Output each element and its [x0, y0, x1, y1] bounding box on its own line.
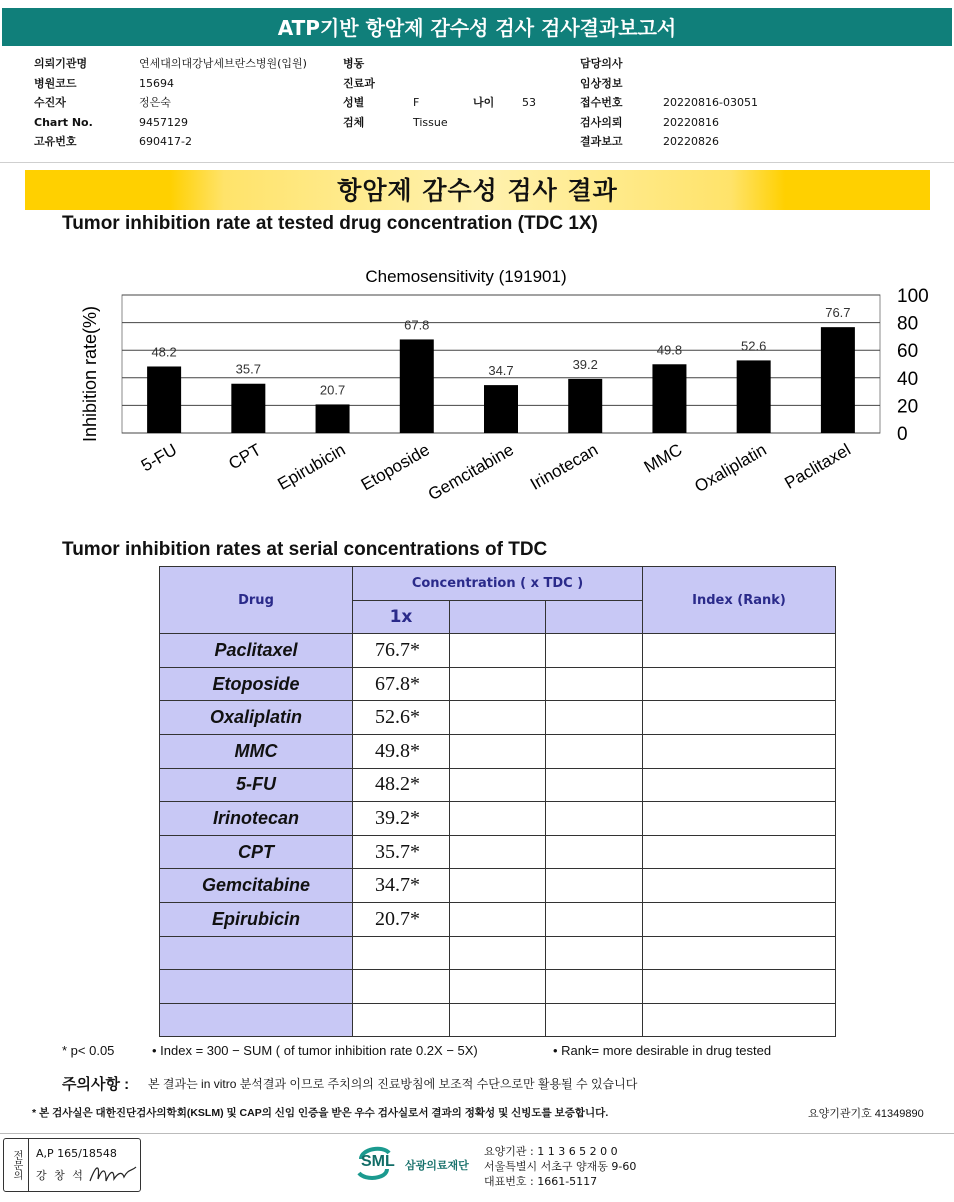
- ward-label: 병동: [343, 57, 365, 70]
- bar-cpt: [231, 384, 265, 433]
- y-tick-label: 0: [897, 424, 908, 445]
- col3-label: 임상정보: [580, 76, 623, 90]
- table-row: [160, 869, 836, 903]
- value-cell-2: [450, 869, 546, 903]
- index-rank-cell: [643, 902, 836, 936]
- value-cell-3: [546, 1003, 643, 1037]
- info-col-3: [580, 54, 758, 152]
- value-cell-3: [546, 835, 643, 869]
- value-1x-cell: 52.6*: [353, 701, 450, 735]
- value-cell-2: [450, 802, 546, 836]
- col3-row: [580, 93, 758, 113]
- logo-name: 삼광의료재단: [405, 1159, 469, 1172]
- table-row: [160, 734, 836, 768]
- bar-value-label: 76.7: [825, 305, 851, 321]
- table-row: [160, 701, 836, 735]
- bar-gemcitabine: [484, 385, 518, 433]
- x-tick-label: 5-FU: [137, 440, 181, 476]
- value-1x-cell: 48.2*: [353, 768, 450, 802]
- col3-label: 결과보고: [580, 135, 623, 148]
- table-row: [160, 667, 836, 701]
- col1-row: [34, 74, 174, 94]
- drug-cell: Irinotecan: [160, 802, 353, 836]
- drug-cell: [160, 970, 353, 1004]
- chart-y-tick-labels: [897, 286, 929, 445]
- index-rank-cell: [643, 701, 836, 735]
- value-1x-cell: 35.7*: [353, 835, 450, 869]
- section1-title: Tumor inhibition rate at tested drug concentration (TDC 1X): [62, 213, 598, 234]
- specimen-value: Tissue: [413, 115, 448, 129]
- address-line: 요양기관 : 1 1 3 6 5 2 0 0: [484, 1145, 618, 1158]
- report-title: ATP기반 항암제 감수성 검사 검사결과보고서: [2, 8, 952, 46]
- drug-cell: Epirubicin: [160, 902, 353, 936]
- value-cell-2: [450, 970, 546, 1004]
- drug-cell: [160, 936, 353, 970]
- index-rank-cell: [643, 802, 836, 836]
- sex-value: F: [413, 96, 420, 109]
- col3-row: [580, 113, 719, 133]
- value-cell-3: [546, 768, 643, 802]
- table-row: [160, 634, 836, 668]
- col1-value: 9457129: [139, 115, 188, 129]
- value-cell-3: [546, 634, 643, 668]
- chemosensitivity-chart: [0, 250, 954, 520]
- col3-value: 20220816-03051: [663, 96, 758, 109]
- col1-label: 병원코드: [34, 76, 77, 90]
- col3-label: 접수번호: [580, 96, 623, 109]
- table-row: [160, 802, 836, 836]
- value-1x-cell: [353, 936, 450, 970]
- index-rank-cell: [643, 936, 836, 970]
- col1-row: [34, 54, 307, 74]
- col1-row: [34, 93, 171, 113]
- value-1x-cell: 76.7*: [353, 634, 450, 668]
- drug-cell: Etoposide: [160, 667, 353, 701]
- index-rank-cell: [643, 869, 836, 903]
- index-rank-header: Index (Rank): [643, 567, 836, 634]
- value-cell-3: [546, 734, 643, 768]
- value-cell-2: [450, 634, 546, 668]
- x-tick-label: Irinotecan: [527, 440, 602, 494]
- index-rank-cell: [643, 768, 836, 802]
- index-rank-cell: [643, 734, 836, 768]
- value-cell-2: [450, 768, 546, 802]
- col3-value: 20220826: [663, 135, 719, 148]
- col1-value: 15694: [139, 76, 174, 90]
- value-1x-cell: 20.7*: [353, 902, 450, 936]
- drug-cell: MMC: [160, 734, 353, 768]
- stamp-license: A,P 165/18548: [36, 1147, 117, 1160]
- address-line: 서울특별시 서초구 양재동 9-60: [484, 1160, 637, 1173]
- value-cell-3: [546, 936, 643, 970]
- result-banner: [25, 170, 930, 210]
- p-value-note: * p< 0.05: [62, 1043, 115, 1058]
- logo-text: SML: [361, 1153, 395, 1170]
- index-rank-cell: [643, 835, 836, 869]
- y-tick-label: 20: [897, 396, 919, 418]
- conc-1x-header: 1x: [353, 600, 450, 634]
- drug-header: Drug: [160, 567, 353, 634]
- institution-code: 요양기관기호 41349890: [808, 1108, 924, 1120]
- bar-mmc: [652, 364, 686, 433]
- rank-note: • Rank= more desirable in drug tested: [553, 1043, 772, 1058]
- conc-2-header: [450, 600, 546, 634]
- value-cell-2: [450, 902, 546, 936]
- table-row: [160, 768, 836, 802]
- bar-value-label: 35.7: [235, 361, 261, 377]
- col3-row: [580, 54, 623, 74]
- x-tick-label: CPT: [225, 440, 265, 474]
- bar-oxaliplatin: [737, 360, 771, 433]
- col1-row: [34, 132, 192, 152]
- value-cell-3: [546, 667, 643, 701]
- x-tick-label: Paclitaxel: [781, 440, 854, 493]
- bar-value-label: 48.2: [151, 344, 177, 360]
- bar-irinotecan: [568, 379, 602, 433]
- col3-value: 20220816: [663, 115, 719, 129]
- age-value: 53: [522, 96, 536, 109]
- specimen-label: 검체: [343, 115, 365, 129]
- table-row: [160, 835, 836, 869]
- info-col-2: [343, 54, 563, 132]
- col3-row: [580, 74, 623, 94]
- drug-cell: Oxaliplatin: [160, 701, 353, 735]
- y-tick-label: 100: [897, 286, 929, 307]
- x-tick-label: Epirubicin: [274, 440, 349, 494]
- value-cell-3: [546, 701, 643, 735]
- col3-row: [580, 132, 719, 152]
- table-row: [160, 970, 836, 1004]
- section2-title: Tumor inhibition rates at serial concentrations of TDC: [62, 539, 548, 560]
- value-cell-2: [450, 936, 546, 970]
- x-tick-label: Gemcitabine: [424, 440, 517, 505]
- table-row: [160, 902, 836, 936]
- index-rank-cell: [643, 1003, 836, 1037]
- bar-etoposide: [400, 339, 434, 433]
- chart-title: Chemosensitivity (191901): [365, 267, 567, 286]
- x-tick-label: Oxaliplatin: [691, 440, 770, 497]
- bar-value-label: 52.6: [741, 338, 767, 354]
- dept-label: 진료과: [343, 76, 375, 90]
- bar-value-label: 49.8: [656, 342, 683, 358]
- index-rank-cell: [643, 970, 836, 1004]
- value-cell-3: [546, 902, 643, 936]
- col3-label: 담당의사: [580, 57, 623, 70]
- bar-value-label: 67.8: [404, 317, 430, 333]
- caution-label: 주의사항 :: [62, 1076, 130, 1093]
- drug-cell: 5-FU: [160, 768, 353, 802]
- value-1x-cell: [353, 970, 450, 1004]
- col1-label: Chart No.: [34, 115, 93, 129]
- value-cell-3: [546, 869, 643, 903]
- signature-stamp: [3, 1138, 141, 1192]
- value-cell-2: [450, 835, 546, 869]
- col1-row: [34, 113, 188, 133]
- caution-text: 본 결과는 in vitro 분석결과 이므로 주치의의 진료방침에 보조적 수단으로만 활용될 수 있습니다: [148, 1077, 638, 1091]
- certification-note: * 본 검사실은 대한진단검사의학회(KSLM) 및 CAP의 신임 인증을 받은 우수 검사실로서 결과의 정확성 및 신빙도를 보증합니다.: [32, 1107, 609, 1119]
- value-cell-2: [450, 734, 546, 768]
- col1-label: 고유번호: [34, 135, 77, 148]
- value-1x-cell: 67.8*: [353, 667, 450, 701]
- bar-epirubicin: [316, 404, 350, 433]
- x-tick-label: MMC: [640, 440, 686, 477]
- bar-value-label: 34.7: [488, 363, 514, 379]
- value-1x-cell: [353, 1003, 450, 1037]
- table-row: [160, 1003, 836, 1037]
- col3-label: 검사의뢰: [580, 115, 623, 129]
- bar-value-label: 39.2: [572, 356, 598, 372]
- conc-3-header: [546, 600, 643, 634]
- y-tick-label: 80: [897, 313, 919, 335]
- drug-cell: Paclitaxel: [160, 634, 353, 668]
- results-table: [159, 566, 836, 1037]
- value-1x-cell: 49.8*: [353, 734, 450, 768]
- y-tick-label: 60: [897, 341, 919, 363]
- index-rank-cell: [643, 634, 836, 668]
- result-banner-text: 항암제 감수성 검사 결과: [337, 176, 618, 205]
- col1-value: 정은숙: [139, 96, 171, 109]
- index-note: • Index = 300 − SUM ( of tumor inhibition rate 0.2X − 5X): [152, 1043, 478, 1058]
- sml-logo: [357, 1143, 477, 1183]
- signature-image: [88, 1159, 140, 1187]
- sex-label: 성별: [343, 96, 365, 109]
- x-tick-label: Etoposide: [357, 440, 433, 495]
- y-tick-label: 40: [897, 368, 919, 390]
- bar-5-fu: [147, 366, 181, 433]
- address-block: [484, 1144, 636, 1189]
- col1-label: 의뢰기관명: [34, 57, 88, 70]
- info-col-1: [34, 54, 307, 152]
- age-label: 나이: [473, 96, 495, 109]
- info-divider: [0, 162, 954, 163]
- bar-paclitaxel: [821, 327, 855, 433]
- stamp-vertical-text: 전문의: [4, 1139, 29, 1191]
- col1-value: 연세대의대강남세브란스병원(입원): [139, 57, 307, 70]
- bar-value-label: 20.7: [319, 382, 346, 398]
- value-cell-3: [546, 970, 643, 1004]
- drug-cell: [160, 1003, 353, 1037]
- drug-cell: Gemcitabine: [160, 869, 353, 903]
- address-line: 대표번호 : 1661-5117: [484, 1175, 598, 1188]
- value-cell-2: [450, 701, 546, 735]
- table-row: [160, 936, 836, 970]
- value-1x-cell: 39.2*: [353, 802, 450, 836]
- value-1x-cell: 34.7*: [353, 869, 450, 903]
- value-cell-2: [450, 667, 546, 701]
- value-cell-3: [546, 802, 643, 836]
- drug-cell: CPT: [160, 835, 353, 869]
- col1-value: 690417-2: [139, 135, 192, 148]
- stamp-name: 강 창 석: [36, 1169, 85, 1182]
- index-rank-cell: [643, 667, 836, 701]
- chart-y-axis-label: Inhibition rate(%): [80, 305, 100, 443]
- concentration-header: Concentration ( x TDC ): [353, 567, 643, 601]
- chart-x-tick-labels: [138, 440, 854, 504]
- value-cell-2: [450, 1003, 546, 1037]
- footer-divider: [0, 1133, 954, 1134]
- col1-label: 수진자: [34, 96, 66, 109]
